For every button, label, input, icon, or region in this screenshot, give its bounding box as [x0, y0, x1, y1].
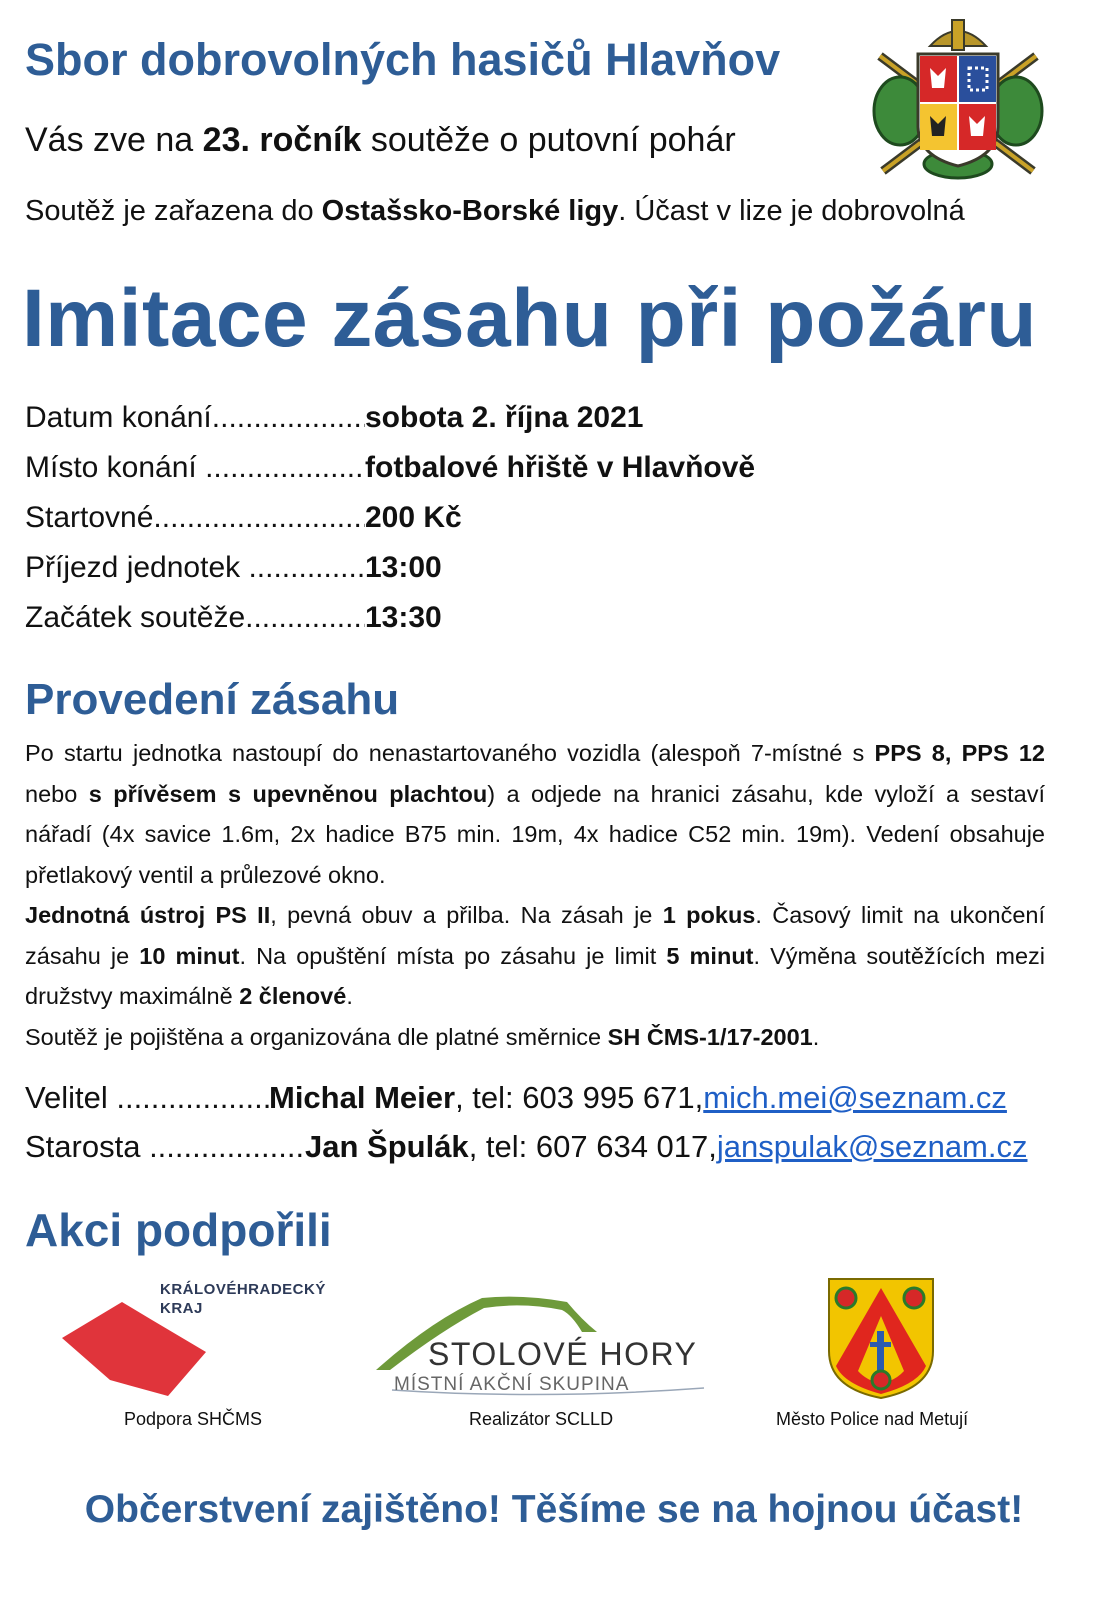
info-row-arrival [25, 550, 825, 600]
contact-name: Jan Špulák [305, 1129, 469, 1164]
text-bold: 10 minut [139, 942, 240, 969]
text: . [812, 1023, 820, 1050]
stolove-logo-subtitle: MÍSTNÍ AKČNÍ SKUPINA [394, 1374, 630, 1395]
kraj-logo-line: KRÁLOVÉHRADECKÝ [160, 1281, 326, 1298]
league-name: Ostašsko-Borské ligy [321, 195, 619, 227]
main-title: Imitace zásahu při požáru [22, 273, 1037, 364]
firefighter-emblem-icon [868, 16, 1048, 181]
contact-email-link[interactable]: janspulak@seznam.cz [716, 1129, 1028, 1164]
info-value: sobota 2. října 2021 [365, 401, 644, 434]
organization-title: Sbor dobrovolných hasičů Hlavňov [25, 34, 781, 85]
police-coat-of-arms-icon [826, 1276, 936, 1401]
league-line [25, 195, 965, 228]
contact-email-link[interactable]: mich.mei@seznam.cz [703, 1080, 1007, 1115]
text: , pevná obuv a přilba. Na zásah je [270, 902, 663, 928]
invite-edition: 23. ročník [202, 121, 362, 159]
info-value: fotbalové hřiště v Hlavňově [365, 451, 756, 484]
info-label: Začátek soutěže ..... [25, 600, 365, 650]
text-bold: 2 členové [239, 983, 347, 1009]
section-title: Provedení zásahu [25, 675, 400, 724]
kraj-logo-line: KRAJ [160, 1300, 203, 1317]
contact-name: Michal Meier [269, 1080, 456, 1115]
rules-paragraph-1 [25, 733, 1045, 895]
stolove-hory-logo [372, 1290, 712, 1400]
info-label: Příjezd jednotek ..... [25, 550, 365, 600]
text: Po startu jednotka nastoupí do nenastartovaného vozidla (alespoň 7-místné s [25, 740, 875, 766]
rules-text [25, 733, 1045, 1057]
contact-label: Velitel ..... [25, 1078, 269, 1127]
stolove-logo-title: STOLOVÉ HORY [428, 1336, 698, 1372]
police-caption: Město Police nad Metují [776, 1409, 969, 1429]
invite-text: Vás zve na [25, 121, 203, 159]
stolove-caption: Realizátor SCLLD [469, 1409, 614, 1429]
text: . [346, 983, 353, 1009]
rules-paragraph-3 [25, 1017, 1045, 1058]
contact-mayor [25, 1127, 1065, 1176]
text-bold: 1 pokus [662, 902, 756, 928]
info-value: 13:00 [365, 551, 442, 584]
info-row-place [25, 450, 825, 500]
text-bold: SH ČMS-1/17-2001 [607, 1023, 813, 1050]
league-text-end: . Účast v lize je dobrovolná [618, 195, 965, 227]
invitation-line [25, 121, 736, 160]
contact-phone: , tel: 603 995 671, [455, 1080, 704, 1115]
text: . Na opuštění místa po zásahu je limit [239, 942, 667, 969]
text: nebo [25, 780, 89, 807]
kraj-shape-icon [58, 1298, 218, 1398]
info-label: Startovné ..... [25, 500, 365, 550]
kraj-caption: Podpora SHČMS [124, 1409, 263, 1429]
invite-text-end: soutěže o putovní pohár [361, 121, 736, 159]
info-label: Místo konání ..... [25, 450, 365, 500]
footer-message: Občerstvení zajištěno! Těšíme se na hojnou účast! [84, 1488, 1024, 1531]
contact-commander [25, 1078, 1065, 1127]
info-value: 200 Kč [365, 501, 462, 534]
text: ) a odjede na hranici zásahu, kde vyloží a sestaví nářadí (4x savice 1.6m, 2x hadice B75 min. 19m, 4x hadice C52 min. 19m). Vedení obsahuje přetlakový ventil a průlezové okno. [25, 780, 1045, 888]
text: . Výměna soutěžících mezi družstvy maximálně [25, 942, 1045, 1009]
info-value: 13:30 [365, 601, 442, 634]
kraj-logo [58, 1280, 338, 1400]
text-bold: 5 minut [666, 942, 754, 969]
text: . Časový limit na ukončení zásahu je [25, 902, 1045, 969]
text: Soutěž je pojištěna a organizována dle platné směrnice [25, 1023, 608, 1050]
info-row-start [25, 600, 825, 650]
event-info [25, 400, 825, 650]
rules-paragraph-2 [25, 895, 1045, 1017]
contacts [25, 1078, 1065, 1176]
info-row-fee [25, 500, 825, 550]
contact-phone: , tel: 607 634 017, [468, 1129, 717, 1164]
info-row-date [25, 400, 825, 450]
text-bold: Jednotná ústroj PS II [25, 902, 271, 928]
info-label: Datum konání ..... [25, 400, 365, 450]
support-title: Akci podpořili [25, 1204, 332, 1256]
text-bold: s přívěsem s upevněnou plachtou [88, 780, 488, 807]
league-text: Soutěž je zařazena do [25, 195, 322, 227]
contact-label: Starosta ..... [25, 1127, 305, 1176]
text-bold: PPS 8, PPS 12 [874, 740, 1045, 766]
